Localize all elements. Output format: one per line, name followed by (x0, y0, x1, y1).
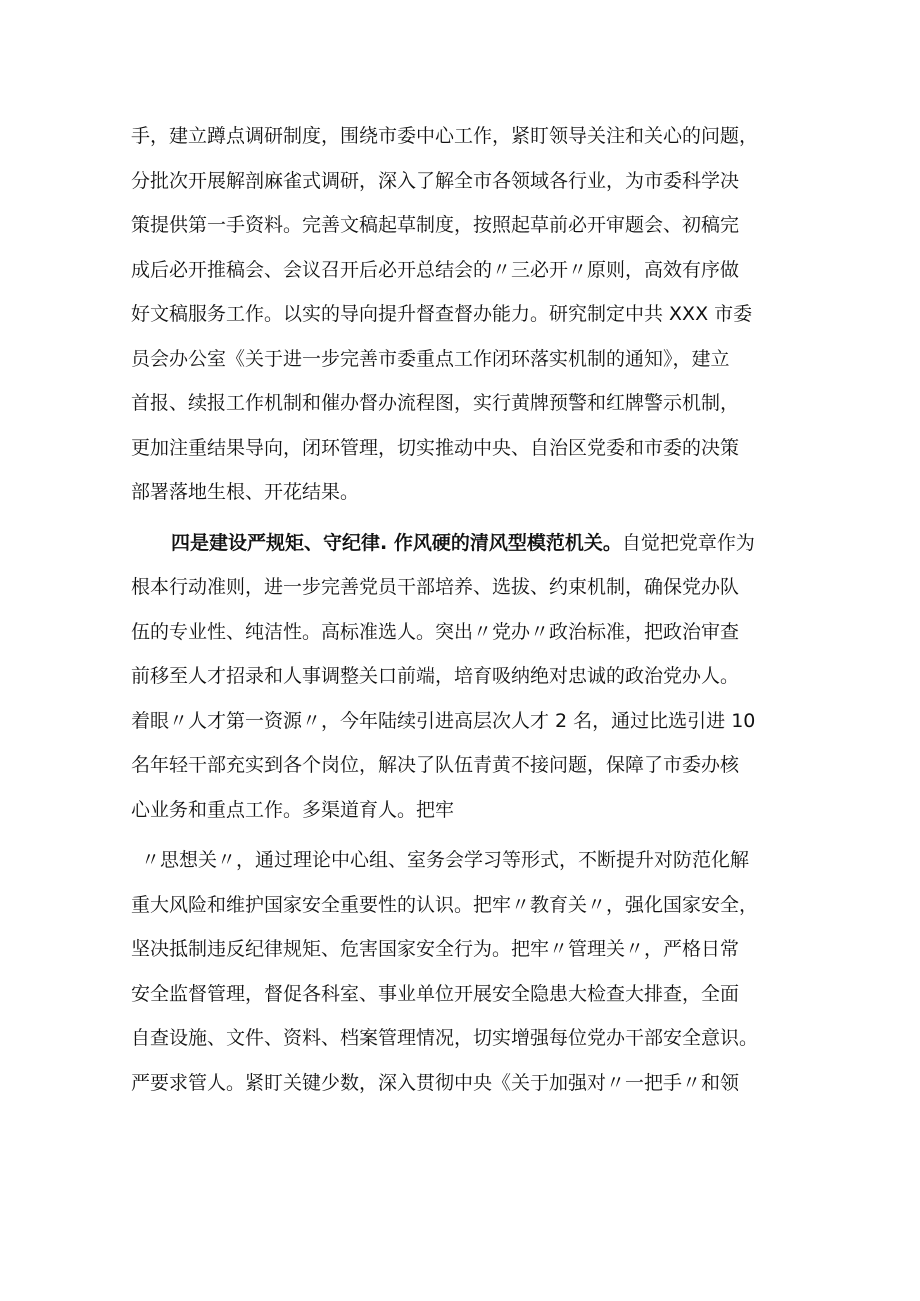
text-line: 伍的专业性、纯洁性。高标准选人。突出〃党办〃政治标准，把政治审查 (131, 620, 740, 643)
body-text (131, 114, 803, 1105)
text-line: 根本行动准则，进一步完善党员干部培养、选拔、约束机制，确保党办队 (131, 576, 740, 598)
text-line: 着眼〃人才第一资源〃，今年陆续引进高层次人才 2 名，通过比选引进 10 (131, 709, 756, 732)
text-line: 重大风险和维护国家安全重要性的认识。把牢〃教育关〃，强化国家安全， (131, 893, 759, 916)
text-line: 好文稿服务工作。以实的导向提升督查督办能力。研究制定中共 XXX 市委 (131, 303, 753, 325)
text-line: 员会办公室《关于进一步完善市委重点工作闭环落实机制的通知》，建立 (131, 347, 730, 370)
paragraph-lead-rest: 自觉把党章作为 (621, 531, 755, 554)
text-line: 部署落地生根、开花结果。 (131, 481, 360, 503)
text-line: 策提供第一手资料。完善文稿起草制度，按照起草前必开审题会、初稿完 (131, 214, 740, 236)
paragraph-heading-line (131, 521, 803, 566)
text-line: 坚决抵制违反纪律规矩、危害国家安全行为。把牢〃管理关〃，严格日常 (131, 938, 740, 960)
text-line: 分批次开展解剖麻雀式调研，深入了解全市各领域各行业，为市委科学决 (131, 169, 740, 192)
text-line: 严要求管人。紧盯关键少数，深入贯彻中央《关于加强对〃一把手〃和领 (131, 1071, 740, 1094)
text-line: 安全监督管理，督促各科室、事业单位开展安全隐患大检查大排查，全面 (131, 982, 740, 1005)
text-line: 前移至人才招录和人事调整关口前端，培育吸纳绝对忠诚的政治党办人。 (131, 665, 740, 687)
text-line: 心业务和重点工作。多渠道育人。把牢 (131, 798, 455, 821)
paragraph-lead: 四是建设严规矩、守纪律. 作风硬的清风型模范机关。 (171, 531, 622, 554)
text-line: 名年轻干部充实到各个岗位，解决了队伍青黄不接问题，保障了市委办核 (131, 754, 740, 776)
text-line: 自查设施、文件、资料、档案管理情况，切实增强每位党办干部安全意识。 (131, 1027, 759, 1049)
text-line: 成后必开推稿会、会议召开后必开总结会的〃三必开〃原则，高效有序做 (131, 258, 740, 281)
text-line: 更加注重结果导向，闭环管理，切实推动中央、自治区党委和市委的决策 (131, 436, 740, 459)
text-line: 手，建立蹲点调研制度，围绕市委中心工作，紧盯领导关注和关心的问题， (131, 125, 759, 147)
text-line: 首报、续报工作机制和催办督办流程图，实行黄牌预警和红牌警示机制， (131, 392, 740, 414)
text-line: 〃思想关〃，通过理论中心组、室务会学习等形式，不断提升对防范化解 (141, 849, 750, 871)
